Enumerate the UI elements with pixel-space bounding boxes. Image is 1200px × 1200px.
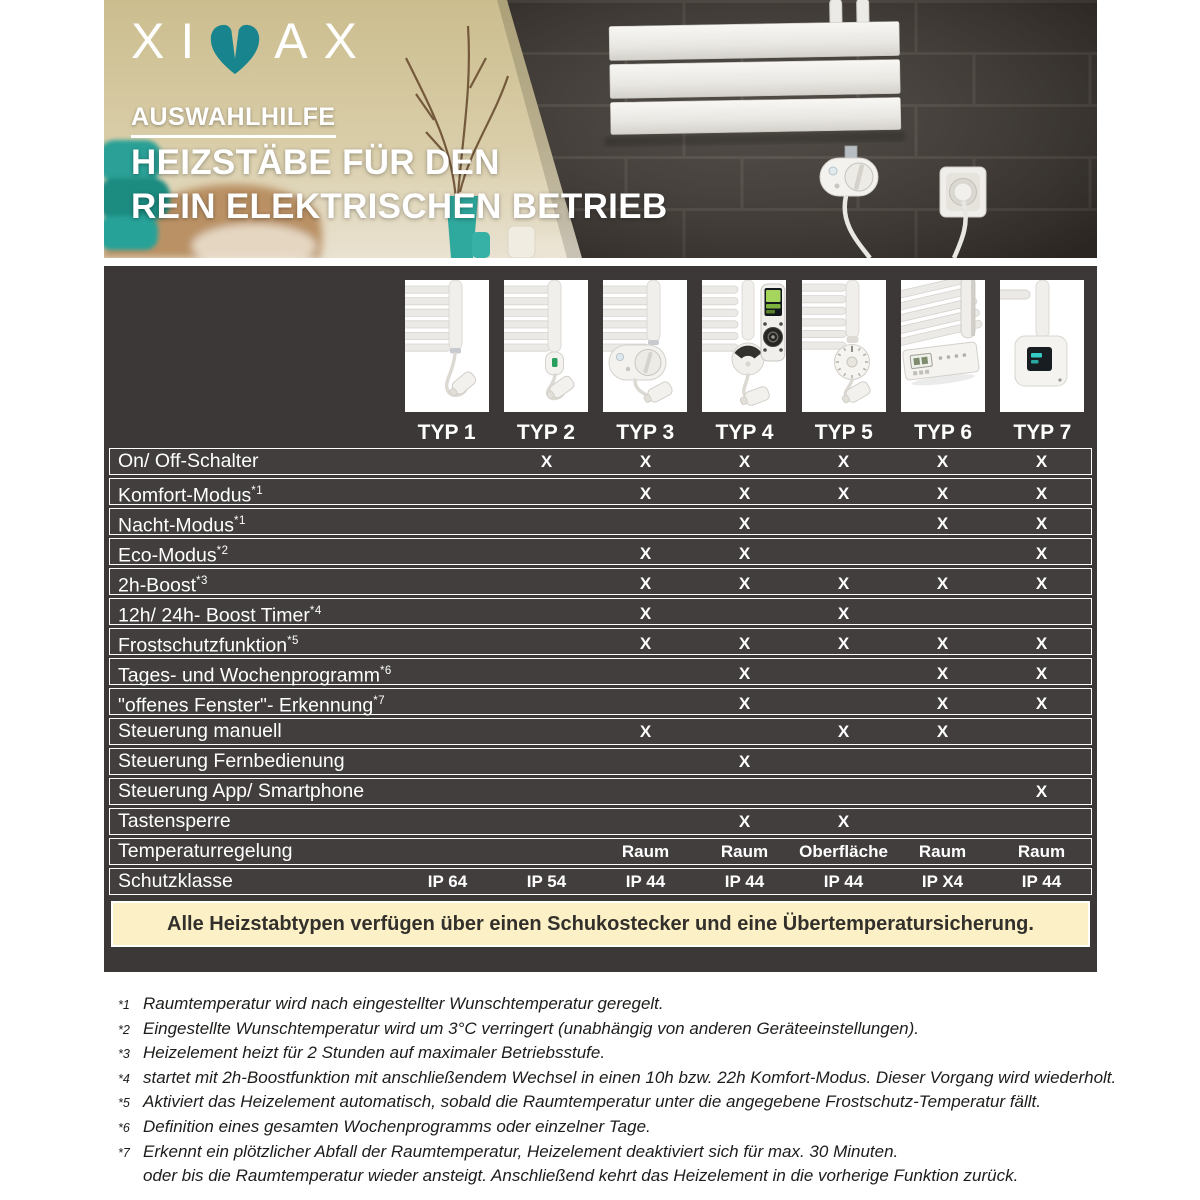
type-header-7: TYP 7 — [1013, 421, 1072, 444]
feature-rows — [109, 448, 1092, 895]
typ-5-thermostat-knob — [802, 280, 886, 412]
footnote-6: *6 Definition eines gesamten Wochenprogramms oder einzelner Tage. — [118, 1115, 1128, 1140]
type-header-2: TYP 2 — [516, 421, 575, 444]
feature-row-8 — [109, 658, 1092, 685]
feature-cell-typ6: X — [936, 484, 949, 504]
feature-cell-typ6: X — [936, 452, 949, 471]
footnote-1: *1 Raumtemperatur wird nach eingestellter Wunschtemperatur geregelt. — [118, 992, 1128, 1017]
footnote-marker: *2 — [118, 1022, 130, 1037]
logo-text-left: XI — [131, 13, 211, 69]
ximax-logo — [131, 13, 373, 81]
feature-cell-typ7: X — [1035, 664, 1048, 684]
feature-label: Temperaturregelung — [118, 840, 293, 862]
feature-cell-typ4: IP 44 — [724, 872, 765, 891]
feature-cell-typ4: X — [738, 812, 751, 831]
product-images-row — [109, 280, 1092, 412]
type-header-5: TYP 5 — [814, 421, 873, 444]
feature-row-4 — [109, 538, 1092, 565]
feature-cell-typ6: IP X4 — [921, 872, 964, 891]
type-header-row — [109, 412, 1092, 448]
feature-cell-typ4: X — [738, 752, 751, 771]
feature-cell-typ1: IP 64 — [427, 872, 468, 891]
feature-cell-typ4: X — [738, 574, 751, 594]
footnote-marker: *7 — [118, 1145, 130, 1160]
page-title: HEIZSTÄBE FÜR DEN REIN ELEKTRISCHEN BETRIEB — [131, 143, 668, 226]
feature-cell-typ7: X — [1035, 452, 1048, 471]
eyebrow-auswahlhilfe: AUSWAHLHILFE — [131, 103, 336, 138]
feature-cell-typ4: X — [738, 664, 751, 684]
feature-cell-typ3: X — [639, 722, 652, 741]
feature-cell-typ7: X — [1035, 544, 1048, 564]
feature-cell-typ3: X — [639, 484, 652, 504]
feature-label: Tages- und Wochenprogramm$^{*6}$ — [118, 664, 392, 687]
hero-text-overlay — [104, 0, 1097, 258]
feature-cell-typ5: X — [837, 574, 850, 594]
typ-3-oval-control-unit — [603, 280, 687, 412]
feature-row-6 — [109, 598, 1092, 625]
label-column-spacer — [109, 280, 397, 412]
typ-5-thermostat-knob-cell — [794, 280, 893, 412]
feature-cell-typ6: X — [936, 574, 949, 594]
typ-7-smart-cube-control — [1000, 280, 1084, 412]
feature-row-9 — [109, 688, 1092, 715]
footnote-3: *3 Heizelement heizt für 2 Stunden auf maximaler Betriebsstufe. — [118, 1041, 1128, 1066]
feature-label: Eco-Modus$^{*2}$ — [118, 544, 229, 567]
feature-cell-typ5: X — [837, 604, 850, 624]
footnote-marker: *5 — [118, 1096, 130, 1111]
feature-label: Nacht-Modus$^{*1}$ — [118, 514, 246, 537]
feature-cell-typ5: Oberfläche — [799, 842, 888, 861]
feature-cell-typ3: X — [639, 574, 652, 594]
footnote-marker: *1 — [118, 998, 130, 1012]
typ-6-control-panel-cell — [893, 280, 992, 412]
feature-cell-typ4: X — [738, 452, 751, 471]
footnote-marker: *1 — [233, 515, 246, 527]
type-header-6: TYP 6 — [914, 421, 973, 444]
footnotes — [118, 992, 1128, 1189]
feature-row-1 — [109, 448, 1092, 475]
feature-cell-typ6: Raum — [918, 842, 967, 861]
feature-label: 2h-Boost$^{*3}$ — [118, 574, 208, 597]
feature-label: Tastensperre — [118, 810, 231, 832]
footnote-marker: *3 — [196, 575, 208, 587]
feature-cell-typ6: X — [936, 722, 949, 741]
feature-cell-typ4: Raum — [720, 842, 769, 861]
type-header-3: TYP 3 — [616, 421, 675, 444]
feature-label: Komfort-Modus$^{*1}$ — [118, 484, 264, 507]
footnote-marker: *3 — [118, 1047, 130, 1062]
feature-cell-typ7: X — [1035, 782, 1048, 801]
typ-4-round-control-with-remote — [702, 280, 786, 412]
footnote-4: *4 startet mit 2h-Boostfunktion mit anschließendem Wechsel in einen 10h bzw. 22h Komfort-Modus. Dieser Vorgang wird wiederholt. — [118, 1066, 1128, 1091]
typ-2-heating-rod-switch-cell — [496, 280, 595, 412]
footnote-marker: *1 — [251, 485, 264, 497]
footnote-marker: *4 — [309, 605, 322, 617]
feature-row-11 — [109, 748, 1092, 775]
feature-cell-typ5: X — [837, 812, 850, 831]
feature-row-2 — [109, 478, 1092, 505]
feature-label: "offenes Fenster"- Erkennung$^{*7}$ — [118, 694, 386, 717]
footnote-marker: *7 — [373, 695, 386, 707]
typ-2-heating-rod-switch — [504, 280, 588, 412]
typ-6-control-panel — [901, 280, 985, 412]
feature-label: Steuerung Fernbedienung — [118, 750, 345, 772]
feature-cell-typ3: IP 44 — [625, 872, 666, 891]
feature-row-7 — [109, 628, 1092, 655]
feature-cell-typ7: X — [1035, 484, 1048, 504]
feature-row-3 — [109, 508, 1092, 535]
feature-row-14 — [109, 838, 1092, 865]
feature-cell-typ7: X — [1035, 634, 1048, 654]
feature-row-5 — [109, 568, 1092, 595]
footnote-5: *5 Aktiviert das Heizelement automatisch, sobald die Raumtemperatur unter die angegebene Frostschutz-Temperatur fällt. — [118, 1090, 1128, 1115]
feature-cell-typ7: X — [1035, 694, 1048, 714]
footnote-marker: *6 — [379, 665, 392, 677]
feature-cell-typ6: X — [936, 634, 949, 654]
feature-cell-typ3: Raum — [621, 842, 670, 861]
feature-cell-typ3: X — [639, 604, 652, 624]
feature-label: Frostschutzfunktion$^{*5}$ — [118, 634, 299, 657]
footnote-marker: *6 — [118, 1120, 130, 1135]
footnote-7-continued: oder bis die Raumtemperatur wieder ansteigt. Anschließend kehrt das Heizelement in die vorherige Funktion zurück. — [143, 1166, 1019, 1186]
typ-7-smart-cube-control-cell — [993, 280, 1092, 412]
feature-cell-typ5: X — [837, 484, 850, 504]
feature-cell-typ5: X — [837, 452, 850, 471]
typ-3-oval-control-unit-cell — [596, 280, 695, 412]
feature-cell-typ4: X — [738, 484, 751, 504]
type-header-4: TYP 4 — [715, 421, 774, 444]
footnote-marker: *2 — [216, 545, 229, 557]
feature-label: Steuerung App/ Smartphone — [118, 780, 365, 802]
feature-label: Schutzklasse — [118, 870, 233, 892]
feature-cell-typ7: X — [1035, 514, 1048, 534]
feature-cell-typ3: X — [639, 452, 652, 471]
feature-cell-typ7: X — [1035, 574, 1048, 594]
feature-label: 12h/ 24h- Boost Timer$^{*4}$ — [118, 604, 322, 627]
footnote-2: *2 Eingestellte Wunschtemperatur wird um 3°C verringert (unabhängig von anderen Geräteeinstellungen). — [118, 1017, 1128, 1042]
typ-1-heating-rod-plain — [405, 280, 489, 412]
ximax-m-pin-icon — [206, 17, 264, 81]
feature-row-12 — [109, 778, 1092, 805]
feature-cell-typ3: X — [639, 544, 652, 564]
feature-cell-typ3: X — [639, 634, 652, 654]
footnote-marker: *5 — [287, 635, 299, 647]
feature-cell-typ2: X — [540, 452, 553, 471]
typ-4-round-control-with-remote-cell — [695, 280, 794, 412]
type-header-1: TYP 1 — [417, 421, 476, 444]
feature-cell-typ6: X — [936, 694, 949, 714]
feature-cell-typ4: X — [738, 544, 751, 564]
feature-cell-typ6: X — [936, 664, 949, 684]
feature-cell-typ4: X — [738, 694, 751, 714]
feature-cell-typ4: X — [738, 634, 751, 654]
footnote-7: *7 Erkennt ein plötzlicher Abfall der Raumtemperatur, Heizelement deaktiviert sich für max. 30 Minuten. — [118, 1140, 1128, 1165]
feature-cell-typ7: Raum — [1017, 842, 1066, 861]
feature-cell-typ5: X — [837, 722, 850, 741]
feature-label: On/ Off-Schalter — [118, 450, 259, 472]
feature-cell-typ5: IP 44 — [823, 872, 864, 891]
typ-1-heating-rod-plain-cell — [397, 280, 496, 412]
feature-cell-typ2: IP 54 — [526, 872, 567, 891]
hero-banner — [104, 0, 1097, 258]
footnote-marker: *4 — [118, 1071, 130, 1086]
feature-cell-typ7: IP 44 — [1021, 872, 1062, 891]
feature-cell-typ5: X — [837, 634, 850, 654]
comparison-table-panel — [104, 266, 1097, 972]
schuko-note: Alle Heizstabtypen verfügen über einen Schukostecker und eine Übertemperatursicherung. — [111, 901, 1090, 947]
feature-cell-typ4: X — [738, 514, 751, 534]
logo-text-right: AX — [274, 13, 373, 69]
feature-cell-typ6: X — [936, 514, 949, 534]
feature-row-13 — [109, 808, 1092, 835]
feature-row-15 — [109, 868, 1092, 895]
feature-row-10 — [109, 718, 1092, 745]
feature-label: Steuerung manuell — [118, 720, 282, 742]
